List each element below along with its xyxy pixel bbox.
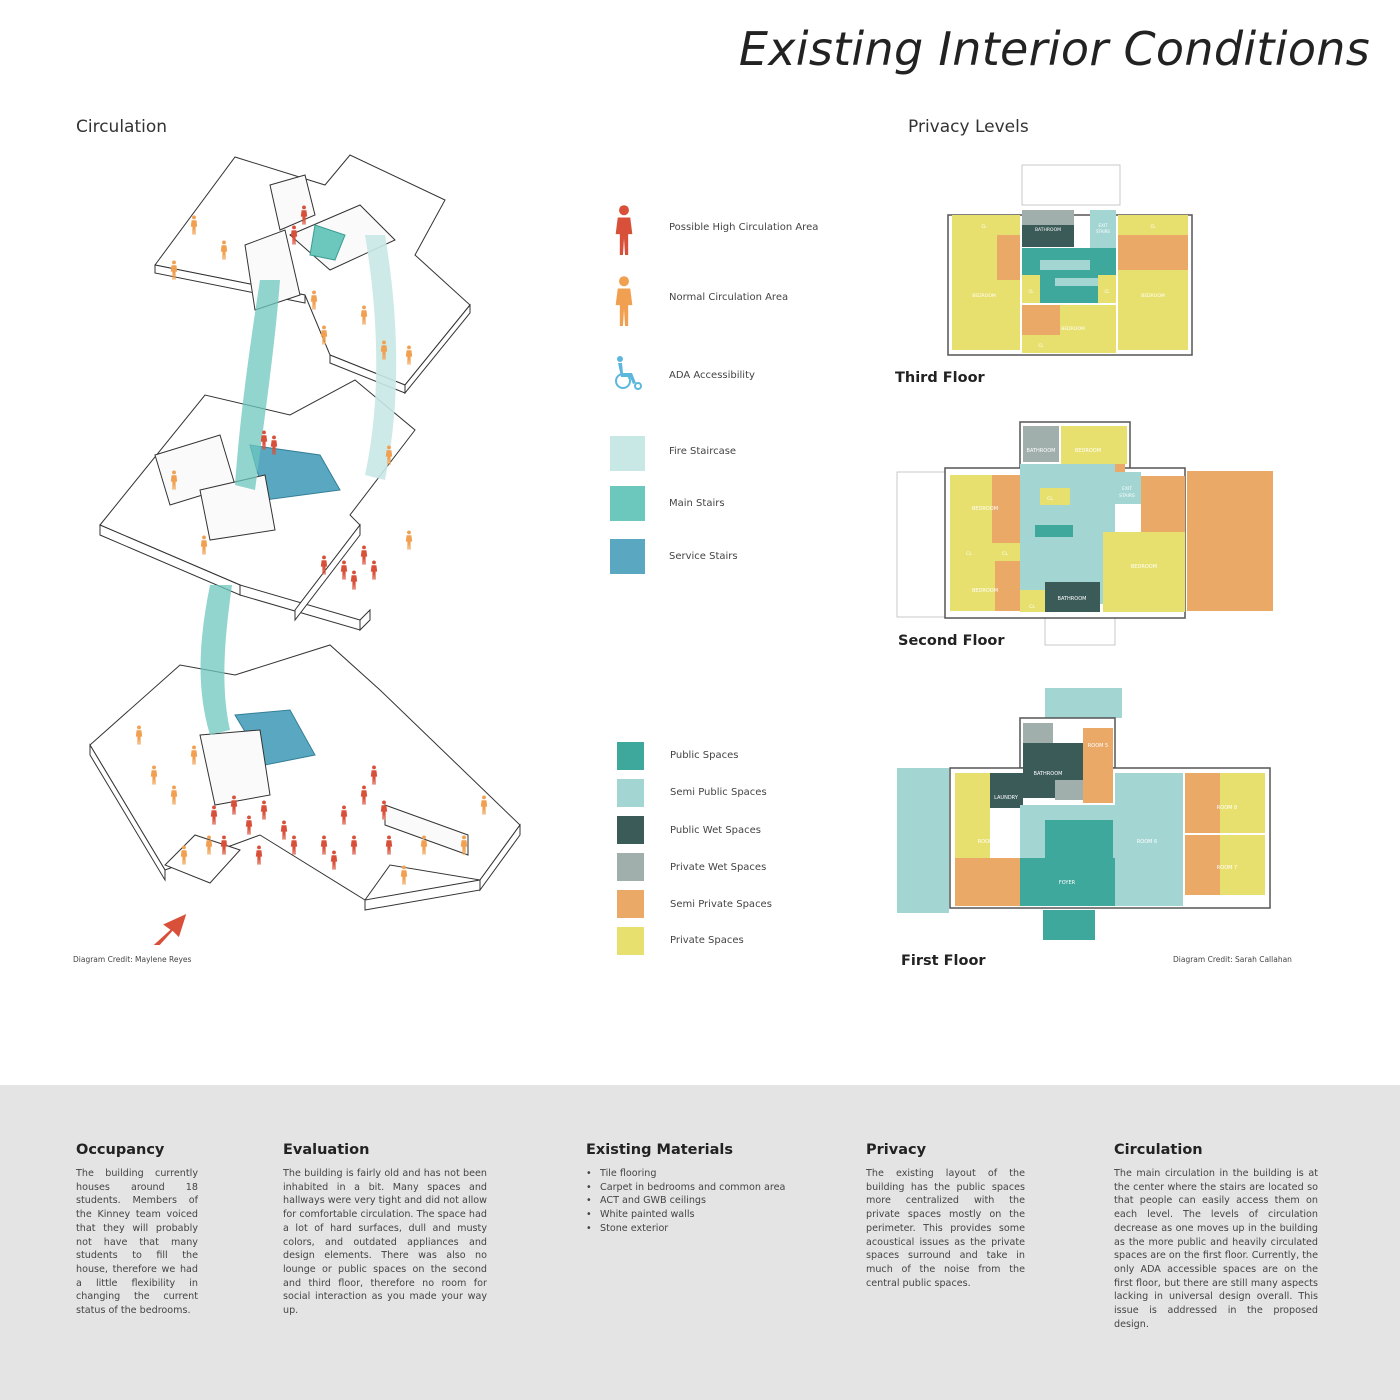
third-floor-label: Third Floor [895, 370, 985, 386]
svg-text:ROOM 8: ROOM 8 [1216, 805, 1238, 811]
legend-fire-staircase: Fire Staircase [669, 446, 737, 457]
svg-text:BEDROOM: BEDROOM [1061, 327, 1085, 332]
svg-text:CL: CL [1047, 497, 1053, 502]
svg-text:BEDROOM: BEDROOM [1141, 294, 1165, 299]
legend-ada: ADA Accessibility [669, 370, 755, 381]
high-circulation-person-icon [612, 205, 636, 255]
legend-private-wet: Private Wet Spaces [670, 862, 767, 873]
legend-semi-private: Semi Private Spaces [670, 899, 772, 910]
svg-text:STAIRS: STAIRS [1096, 229, 1110, 234]
svg-text:ROOM 1: ROOM 1 [977, 839, 999, 845]
materials-list [586, 1167, 796, 1236]
occupancy-text: The building currently houses around 18 students. Members of the Kinney team voiced that they will probably not have that many students to fill the house, therefore we had a little flexibility in changing the current status of the bedrooms. [76, 1168, 198, 1317]
second-floor-plan [895, 420, 1275, 650]
public-wet-swatch [617, 816, 644, 844]
third-floor-axo [155, 155, 470, 393]
svg-text:BATHROOM: BATHROOM [1026, 448, 1056, 454]
svg-text:FOYER: FOYER [1058, 880, 1076, 886]
svg-text:BATHROOM: BATHROOM [1033, 771, 1063, 777]
svg-text:BATHROOM: BATHROOM [1057, 596, 1087, 602]
list-item: • White painted walls [586, 1208, 796, 1222]
legend-normal-circulation: Normal Circulation Area [669, 292, 789, 303]
materials-heading: Existing Materials [586, 1142, 733, 1158]
service-stairs-swatch [610, 539, 645, 574]
evaluation-column [283, 1142, 487, 1318]
public-spaces-swatch [617, 742, 644, 770]
semi-private-swatch [617, 890, 644, 918]
svg-text:ROOM 7: ROOM 7 [1216, 865, 1238, 871]
second-floor-label: Second Floor [898, 633, 1005, 649]
legend-service-stairs: Service Stairs [669, 551, 738, 562]
svg-text:LAUNDRY: LAUNDRY [994, 795, 1018, 801]
evaluation-text: The building is fairly old and has not been inhabited in a bit. Many spaces and hallways were very tight and did not allow for comfortable circulation. The space had a lot of hard surfaces, dull and musty colors, and outdated appliances and design elements. There was also no lounge or public spaces on the second and third floor, therefore no room for social interaction as you made your way up. [283, 1168, 487, 1317]
circulation-heading: Circulation [1114, 1142, 1203, 1158]
legend-private: Private Spaces [670, 935, 744, 946]
wheelchair-icon [610, 355, 646, 391]
svg-text:BEDROOM: BEDROOM [972, 294, 996, 299]
svg-text:BEDROOM: BEDROOM [971, 506, 999, 512]
privacy-title: Privacy Levels [908, 117, 1029, 137]
semi-public-swatch [617, 779, 644, 807]
materials-column [586, 1142, 796, 1236]
privacy-heading: Privacy [866, 1142, 927, 1158]
privacy-credit: Diagram Credit: Sarah Callahan [1173, 955, 1292, 964]
main-stairs-swatch [610, 486, 645, 521]
list-item: • ACT and GWB ceilings [586, 1194, 796, 1208]
svg-text:CL: CL [1028, 289, 1034, 294]
svg-text:BEDROOM: BEDROOM [1130, 564, 1158, 570]
svg-text:ROOM 6: ROOM 6 [1136, 839, 1158, 845]
privacy-text: The existing layout of the building has the public spaces more centralized with the private spaces mostly on the perimeter. This provides some acoustical issues as the private spaces surround and take in much of the noise from the central public spaces. [866, 1168, 1025, 1289]
legend-semi-public: Semi Public Spaces [670, 787, 767, 798]
svg-text:CL: CL [966, 552, 972, 557]
first-floor-label: First Floor [901, 953, 986, 969]
list-item: • Carpet in bedrooms and common area [586, 1181, 796, 1195]
svg-text:CL: CL [981, 224, 987, 229]
first-floor-plan [895, 685, 1275, 945]
third-floor-plan [940, 160, 1200, 365]
legend-public: Public Spaces [670, 750, 739, 761]
legend-main-stairs: Main Stairs [669, 498, 725, 509]
circulation-title: Circulation [76, 117, 168, 137]
circulation-column [1114, 1142, 1318, 1331]
svg-text:BEDROOM: BEDROOM [1074, 448, 1102, 454]
svg-text:BATHROOM: BATHROOM [1034, 228, 1062, 233]
legend-high-circulation: Possible High Circulation Area [669, 222, 819, 233]
svg-text:STAIRS: STAIRS [1119, 494, 1135, 499]
circulation-credit: Diagram Credit: Maylene Reyes [73, 955, 192, 964]
svg-text:CL: CL [1150, 224, 1156, 229]
evaluation-heading: Evaluation [283, 1142, 370, 1158]
circulation-text: The main circulation in the building is at the center where the stairs are located so that people can easily access them on each level. The levels of circulation decrease as one moves up in the building as the more public and heavily circulated spaces are on the first floor. Currently, the only ADA accessible spaces are on the first floor, but there are still many aspects lacking in universal design overall. This issue is addressed in the proposed design. [1114, 1168, 1318, 1330]
occupancy-column [76, 1142, 198, 1318]
normal-circulation-person-icon [612, 276, 636, 326]
svg-text:EXIT: EXIT [1121, 487, 1133, 492]
legend-public-wet: Public Wet Spaces [670, 825, 762, 836]
private-wet-swatch [617, 853, 644, 881]
svg-text:CL: CL [1038, 343, 1044, 348]
list-item: • Tile flooring [586, 1167, 796, 1181]
privacy-column [866, 1142, 1025, 1290]
page-title: Existing Interior Conditions [738, 22, 1370, 76]
svg-text:BEDROOM: BEDROOM [971, 588, 999, 594]
svg-text:EXIT: EXIT [1098, 223, 1108, 228]
circulation-axonometric-diagram [60, 145, 540, 945]
svg-text:CL: CL [1104, 289, 1110, 294]
svg-text:CL: CL [1002, 552, 1008, 557]
list-item: • Stone exterior [586, 1222, 796, 1236]
entry-arrow [147, 914, 186, 945]
svg-text:CL: CL [1029, 605, 1035, 610]
svg-text:ROOM 5: ROOM 5 [1087, 743, 1109, 749]
private-spaces-swatch [617, 927, 644, 955]
occupancy-heading: Occupancy [76, 1142, 165, 1158]
fire-staircase-swatch [610, 436, 645, 471]
